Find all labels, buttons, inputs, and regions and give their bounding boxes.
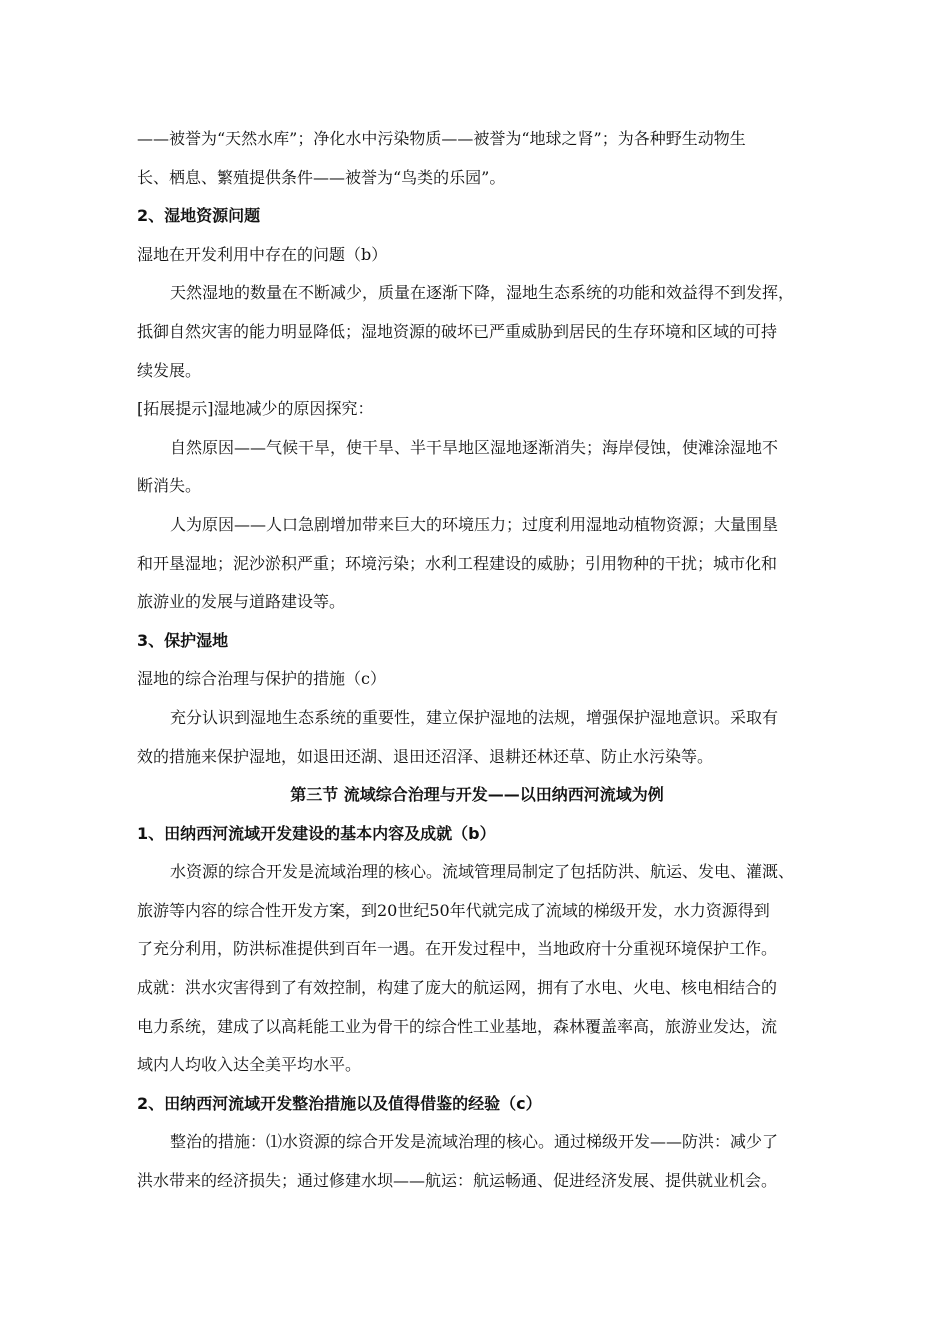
section-heading: 1、田纳西河流域开发建设的基本内容及成就（b） bbox=[137, 823, 496, 843]
paragraph bbox=[137, 1123, 817, 1200]
section-heading: 3、保护湿地 bbox=[137, 630, 229, 650]
text-line: 天然湿地的数量在不断减少，质量在逐渐下降，湿地生态系统的功能和效益得不到发挥， bbox=[170, 283, 795, 303]
text-line: 充分认识到湿地生态系统的重要性，建立保护湿地的法规，增强保护湿地意识。采取有 bbox=[170, 707, 779, 727]
text-line: 长、栖息、繁殖提供条件——被誉为“鸟类的乐园”。 bbox=[137, 167, 506, 187]
text-line: 水资源的综合开发是流域治理的核心。流域管理局制定了包括防洪、航运、发电、灌溉、 bbox=[170, 862, 795, 882]
document-page bbox=[137, 120, 817, 1201]
text-line: 和开垦湿地；泥沙淤积严重；环境污染；水利工程建设的威胁；引用物种的干扰；城市化和 bbox=[137, 553, 778, 573]
section-heading: 2、田纳西河流域开发整治措施以及值得借鉴的经验（c） bbox=[137, 1093, 542, 1113]
text-line: ——被誉为“天然水库”；净化水中污染物质——被誉为“地球之肾”；为各种野生动物生 bbox=[137, 129, 746, 148]
section-heading: 2、湿地资源问题 bbox=[137, 206, 261, 226]
text-line: 洪水带来的经济损失；通过修建水坝——航运：航运畅通、促进经济发展、提供就业机会。 bbox=[137, 1171, 778, 1191]
paragraph bbox=[137, 390, 817, 429]
text-line: 效的措施来保护湿地，如退田还湖、退田还沼泽、退耕还林还草、防止水污染等。 bbox=[137, 746, 714, 766]
text-line: 湿地在开发利用中存在的问题（b） bbox=[137, 244, 388, 264]
paragraph bbox=[137, 853, 817, 1085]
paragraph bbox=[137, 699, 817, 776]
text-line: 断消失。 bbox=[137, 476, 202, 496]
paragraph bbox=[137, 274, 817, 390]
paragraph bbox=[137, 236, 817, 275]
text-line: [拓展提示]湿地减少的原因探究： bbox=[137, 399, 374, 419]
text-line: 抵御自然灾害的能力明显降低；湿地资源的破坏已严重威胁到居民的生存环境和区域的可持 bbox=[137, 321, 778, 341]
text-line: 续发展。 bbox=[137, 360, 202, 380]
paragraph bbox=[137, 506, 817, 622]
text-line: 域内人均收入达全美平均水平。 bbox=[137, 1055, 362, 1075]
paragraph bbox=[137, 429, 817, 506]
text-line: 人为原因——人口急剧增加带来巨大的环境压力；过度利用湿地动植物资源；大量围垦 bbox=[170, 514, 779, 534]
text-line: 电力系统，建成了以高耗能工业为骨干的综合性工业基地，森林覆盖率高，旅游业发达，流 bbox=[137, 1016, 778, 1036]
paragraph bbox=[137, 120, 817, 197]
text-line: 旅游等内容的综合性开发方案，到20世纪50年代就完成了流域的梯级开发，水力资源得到 bbox=[137, 900, 770, 920]
text-line: 成就：洪水灾害得到了有效控制，构建了庞大的航运网，拥有了水电、火电、核电相结合的 bbox=[137, 978, 778, 998]
text-line: 湿地的综合治理与保护的措施（c） bbox=[137, 669, 386, 689]
chapter-section-title: 第三节 流域综合治理与开发——以田纳西河流域为例 bbox=[290, 785, 664, 805]
text-line: 整治的措施：⑴水资源的综合开发是流域治理的核心。通过梯级开发——防洪：减少了 bbox=[170, 1132, 779, 1152]
text-line: 了充分利用，防洪标准提供到百年一遇。在开发过程中，当地政府十分重视环境保护工作。 bbox=[137, 939, 778, 959]
paragraph bbox=[137, 660, 817, 699]
text-line: 旅游业的发展与道路建设等。 bbox=[137, 592, 346, 612]
text-line: 自然原因——气候干旱，使干旱、半干旱地区湿地逐渐消失；海岸侵蚀，使滩涂湿地不 bbox=[170, 437, 779, 457]
